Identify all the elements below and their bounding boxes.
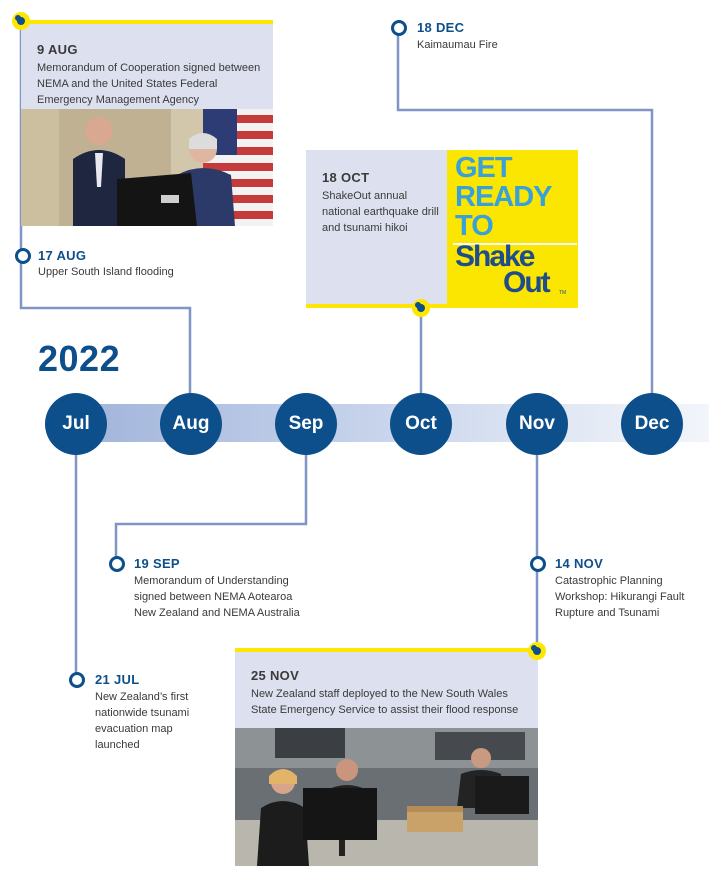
event-description-nov14: Catastrophic Planning Workshop: Hikurangi Fault Rupture and Tsunami bbox=[555, 575, 685, 619]
event-description: New Zealand staff deployed to the New South Wales State Emergency Service to assist their flood response bbox=[251, 688, 519, 716]
month-jul: Jul bbox=[45, 393, 107, 455]
event-date-dec18: 18 DEC bbox=[417, 20, 465, 35]
marker-dec18 bbox=[391, 20, 407, 36]
photo-nov25-illustration bbox=[235, 728, 538, 866]
event-description: ShakeOut annual national earthquake drill and tsunami hikoi bbox=[322, 190, 439, 234]
photo-nov25-deployment bbox=[235, 728, 538, 866]
event-description-jul21: New Zealand’s first nationwide tsunami evacuation map launched bbox=[95, 691, 190, 751]
event-date-nov14: 14 NOV bbox=[555, 556, 604, 571]
photo-aug9-illustration bbox=[21, 109, 273, 226]
marker-nov14 bbox=[530, 556, 546, 572]
shakeout-logo bbox=[447, 150, 578, 308]
marker-sep19 bbox=[109, 556, 125, 572]
month-nov: Nov bbox=[506, 393, 568, 455]
event-date-sep19: 19 SEP bbox=[134, 556, 180, 571]
event-date: 9 AUG bbox=[37, 42, 78, 57]
year-heading: 2022 bbox=[38, 338, 121, 379]
shakeout-line-shake: Shake bbox=[455, 240, 534, 273]
event-card-aug9 bbox=[21, 20, 273, 112]
event-description: Memorandum of Cooperation signed between NEMA and the United States Federal Emergency Management Agency bbox=[37, 62, 261, 106]
marker-aug17 bbox=[15, 248, 31, 264]
event-description-aug17: Upper South Island flooding bbox=[38, 266, 174, 278]
month-sep: Sep bbox=[275, 393, 337, 455]
shakeout-tm: TM bbox=[559, 290, 567, 296]
marker-aug9-center bbox=[17, 17, 25, 25]
shakeout-line-to: TO bbox=[455, 210, 493, 242]
connector-sep19 bbox=[116, 454, 306, 562]
month-dec: Dec bbox=[621, 393, 683, 455]
event-card-nov25 bbox=[235, 648, 538, 730]
month-oct: Oct bbox=[390, 393, 452, 455]
marker-oct18-center bbox=[417, 304, 425, 312]
shakeout-line-out: Out bbox=[503, 266, 549, 299]
event-date-jul21: 21 JUL bbox=[95, 672, 140, 687]
shakeout-line-ready: READY bbox=[455, 181, 552, 213]
event-date: 25 NOV bbox=[251, 668, 300, 683]
shakeout-line-get: GET bbox=[455, 152, 512, 184]
timeline-band bbox=[60, 404, 709, 442]
marker-nov25-center bbox=[533, 647, 541, 655]
month-aug: Aug bbox=[160, 393, 222, 455]
event-description-dec18: Kaimaumau Fire bbox=[417, 39, 498, 51]
event-description-sep19: Memorandum of Understanding signed between NEMA Aotearoa New Zealand and NEMA Australia bbox=[134, 575, 300, 619]
photo-aug9-signing bbox=[21, 109, 273, 226]
marker-jul21 bbox=[69, 672, 85, 688]
event-card-oct18 bbox=[306, 150, 447, 308]
event-date: 18 OCT bbox=[322, 170, 370, 185]
event-date-aug17: 17 AUG bbox=[38, 248, 87, 263]
